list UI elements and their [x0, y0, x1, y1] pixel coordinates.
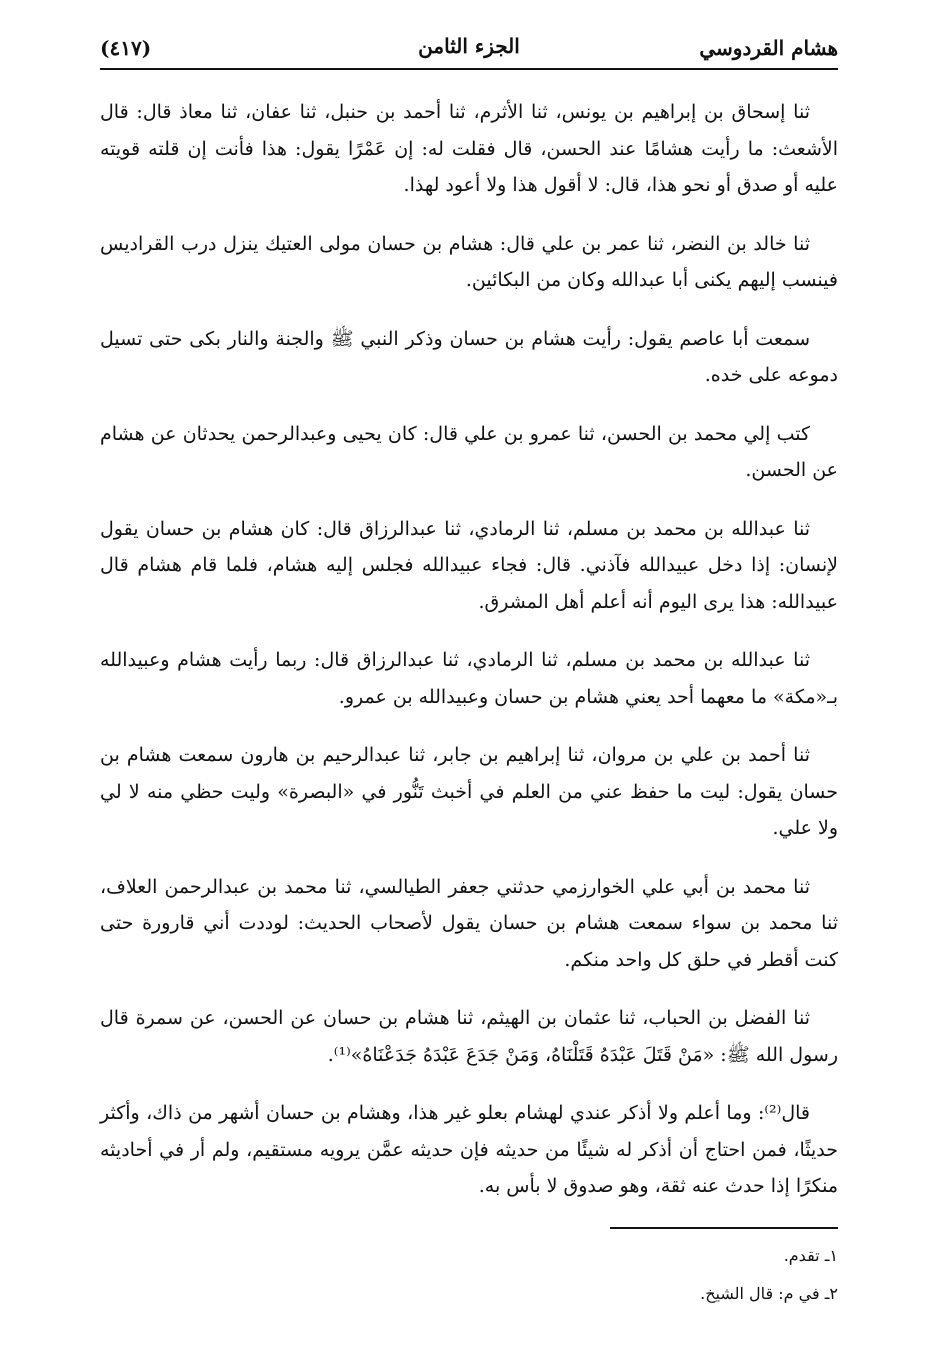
paragraph-4: كتب إلي محمد بن الحسن، ثنا عمرو بن علي قال: كان يحيى وعبدالرحمن يحدثان عن هشام عن الحسن.	[100, 422, 838, 481]
paragraph-7: ثنا أحمد بن علي بن مروان، ثنا إبراهيم بن جابر، ثنا عبدالرحيم بن هارون سمعت هشام بن حسان يقول: ليت ما حفظ عني من العلم في أخبث تَنُّور في «البصرة» وليت حظي منه لا لي ولا علي.	[100, 744, 838, 839]
paragraph-9: ثنا الفضل بن الحباب، ثنا عثمان بن الهيثم، ثنا هشام بن حسان عن الحسن، عن سمرة قال رسول الله ﷺ: «مَنْ قَتَلَ عَبْدَهُ قَتَلْنَاهُ، وَمَنْ جَدَعَ عَبْدَهُ جَدَعْنَاهُ»⁽¹⁾.	[100, 1007, 838, 1066]
footnote-2: ٢ـ في م: قال الشيخ.	[700, 1283, 838, 1303]
footnotes	[100, 1241, 838, 1309]
paragraph-1: ثنا إسحاق بن إبراهيم بن يونس، ثنا الأثرم، ثنا أحمد بن حنبل، ثنا عفان، ثنا معاذ قال: قال الأشعث: ما رأيت هشامًا عند الحسن، قال فقلت له: إن عَمْرًا يقول: هذا فأنت إن قلته قويته عليه أو صدق أو نحو هذا، قال: لا أقول هذا ولا أعود لهذا.	[100, 101, 838, 196]
paragraph-6: ثنا عبدالله بن محمد بن مسلم، ثنا الرمادي، ثنا عبدالرزاق قال: ربما رأيت هشام وعبيدالله بـ«مكة» ما معهما أحد يعني هشام بن حسان وعبيدالله بن عمرو.	[100, 649, 838, 708]
header-volume: الجزء الثامن	[418, 34, 520, 58]
paragraph-8: ثنا محمد بن أبي علي الخوارزمي حدثني جعفر الطيالسي، ثنا محمد بن عبدالرحمن العلاف، ثنا محمد بن سواء سمعت هشام بن حسان يقول لأصحاب الحديث: لوددت أني قارورة حتى كنت أقطر في حلق كل واحد منكم.	[100, 875, 838, 971]
paragraph-5: ثنا عبدالله بن محمد بن مسلم، ثنا الرمادي، ثنا عبدالرزاق قال: كان هشام بن حسان يقول لإنسان: إذا دخل عبيدالله فآذني. قال: فجاء عبيدالله فجلس إليه هشام، فلما قام هشام قال عبيدالله: هذا يرى اليوم أنه أعلم أهل المشرق.	[100, 517, 838, 613]
header-title: هشام القردوسي	[699, 36, 838, 60]
paragraph-3: سمعت أبا عاصم يقول: رأيت هشام بن حسان وذكر النبي ﷺ والجنة والنار بكى حتى تسيل دموعه على خده.	[100, 327, 838, 386]
footnote-1: ١ـ تقدم.	[783, 1245, 838, 1265]
page-number: (٤١٧)	[100, 36, 152, 60]
running-header	[100, 28, 838, 70]
main-text	[100, 94, 838, 1205]
footnote-divider	[610, 1227, 838, 1229]
book-page	[100, 28, 838, 1317]
paragraph-10: قال⁽²⁾: وما أعلم ولا أذكر عندي لهشام بعلو غير هذا، وهشام بن حسان أشهر من ذاك، وأكثر حديثًا، فمن احتاج أن أذكر له شيئًا من حديثه فإن حديثه عمَّن يرويه مستقيم، ولم أر في أحاديثه منكرًا إذا حدث عنه ثقة، وهو صدوق لا بأس به.	[100, 1102, 838, 1197]
paragraph-2: ثنا خالد بن النضر، ثنا عمر بن علي قال: هشام بن حسان مولى العتيك ينزل درب القراديس فينسب إليهم يكنى أبا عبدالله وكان من البكائين.	[100, 232, 838, 291]
